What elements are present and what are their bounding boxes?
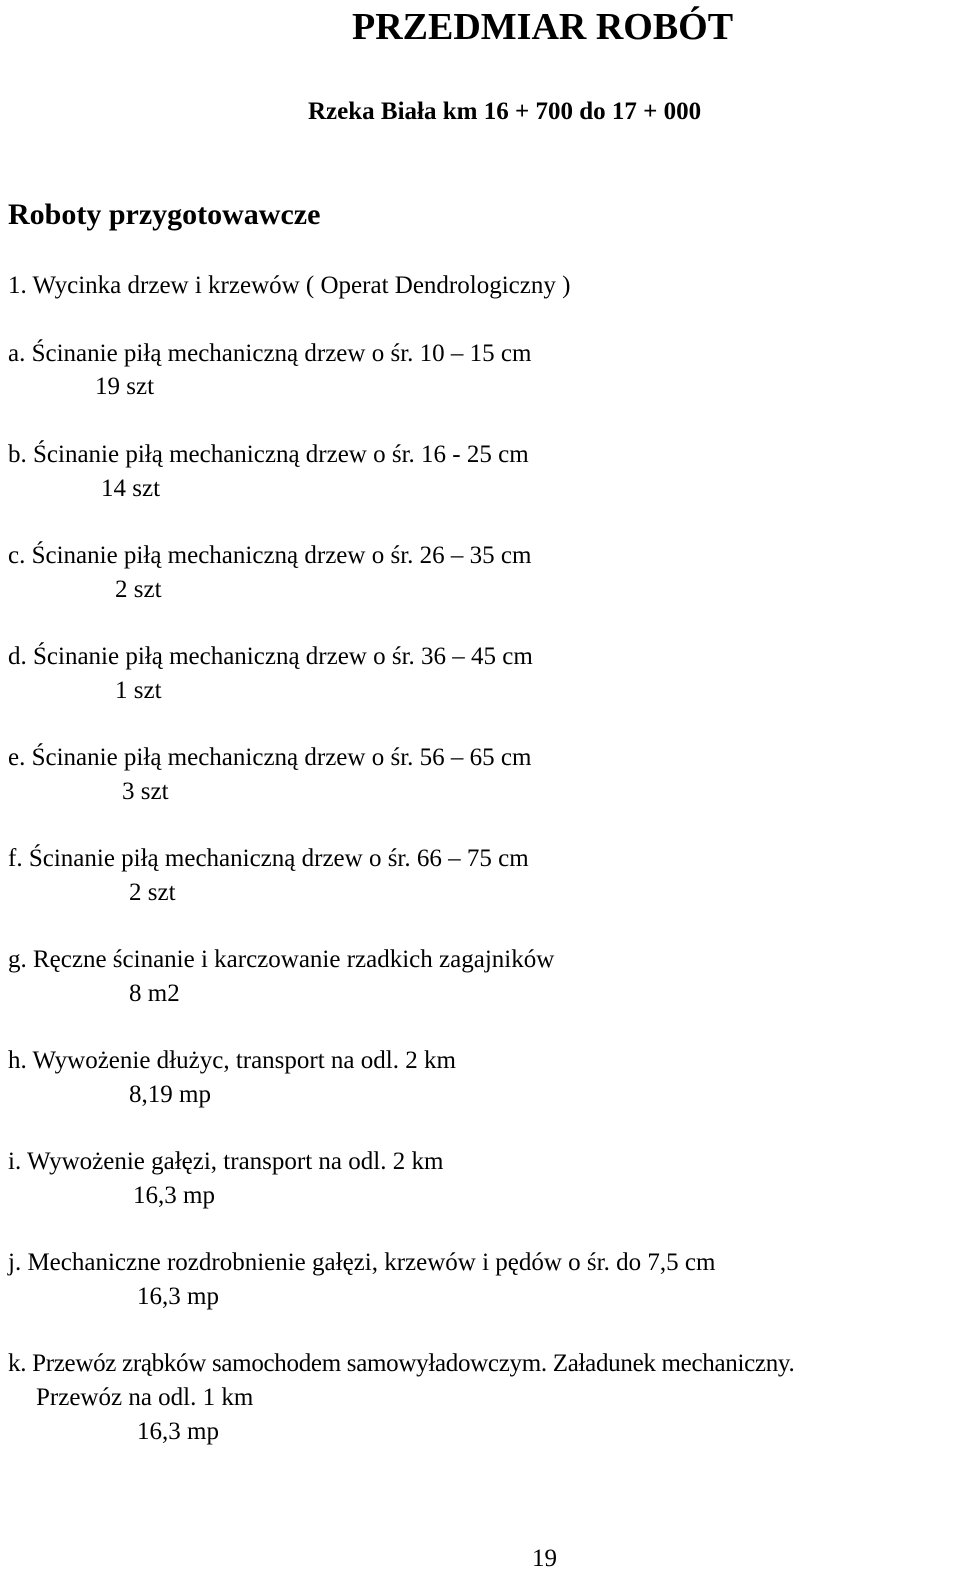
item-b-qty: 14 szt <box>101 475 161 502</box>
item-j-qty: 16,3 mp <box>137 1283 219 1310</box>
item-b-text: b. Ścinanie piłą mechaniczną drzew o śr. 16 - 25 cm <box>8 441 529 468</box>
item-h-text: h. Wywożenie dłużyc, transport na odl. 2 km <box>8 1047 456 1074</box>
item-f-qty: 2 szt <box>129 879 176 906</box>
item-k-qty: 16,3 mp <box>137 1418 219 1445</box>
page-title: PRZEDMIAR ROBÓT <box>352 6 734 48</box>
item-g-qty: 8 m2 <box>129 980 180 1007</box>
section-title: Roboty przygotowawcze <box>8 198 321 231</box>
item-a-text: a. Ścinanie piłą mechaniczną drzew o śr. 10 – 15 cm <box>8 340 532 367</box>
item-d-text: d. Ścinanie piłą mechaniczną drzew o śr. 36 – 45 cm <box>8 643 533 670</box>
item-k-text: k. Przewóz zrąbków samochodem samowyładowczym. Załadunek mechaniczny. <box>8 1350 795 1377</box>
item-e-qty: 3 szt <box>122 778 169 805</box>
item-k-text-2: Przewóz na odl. 1 km <box>36 1384 254 1411</box>
item-i-text: i. Wywożenie gałęzi, transport na odl. 2 km <box>8 1148 444 1175</box>
item-g-text: g. Ręczne ścinanie i karczowanie rzadkich zagajników <box>8 946 555 973</box>
section-1-heading: 1. Wycinka drzew i krzewów ( Operat Dendrologiczny ) <box>8 272 571 299</box>
item-d-qty: 1 szt <box>115 677 162 704</box>
item-a-qty: 19 szt <box>95 373 155 400</box>
item-j-text: j. Mechaniczne rozdrobnienie gałęzi, krzewów i pędów o śr. do 7,5 cm <box>8 1249 716 1276</box>
page-number: 19 <box>532 1545 557 1572</box>
item-c-qty: 2 szt <box>115 576 162 603</box>
item-f-text: f. Ścinanie piłą mechaniczną drzew o śr. 66 – 75 cm <box>8 845 529 872</box>
item-h-qty: 8,19 mp <box>129 1081 211 1108</box>
page-subtitle: Rzeka Biała km 16 + 700 do 17 + 000 <box>308 98 702 125</box>
item-c-text: c. Ścinanie piłą mechaniczną drzew o śr. 26 – 35 cm <box>8 542 532 569</box>
item-e-text: e. Ścinanie piłą mechaniczną drzew o śr. 56 – 65 cm <box>8 744 532 771</box>
item-i-qty: 16,3 mp <box>133 1182 215 1209</box>
